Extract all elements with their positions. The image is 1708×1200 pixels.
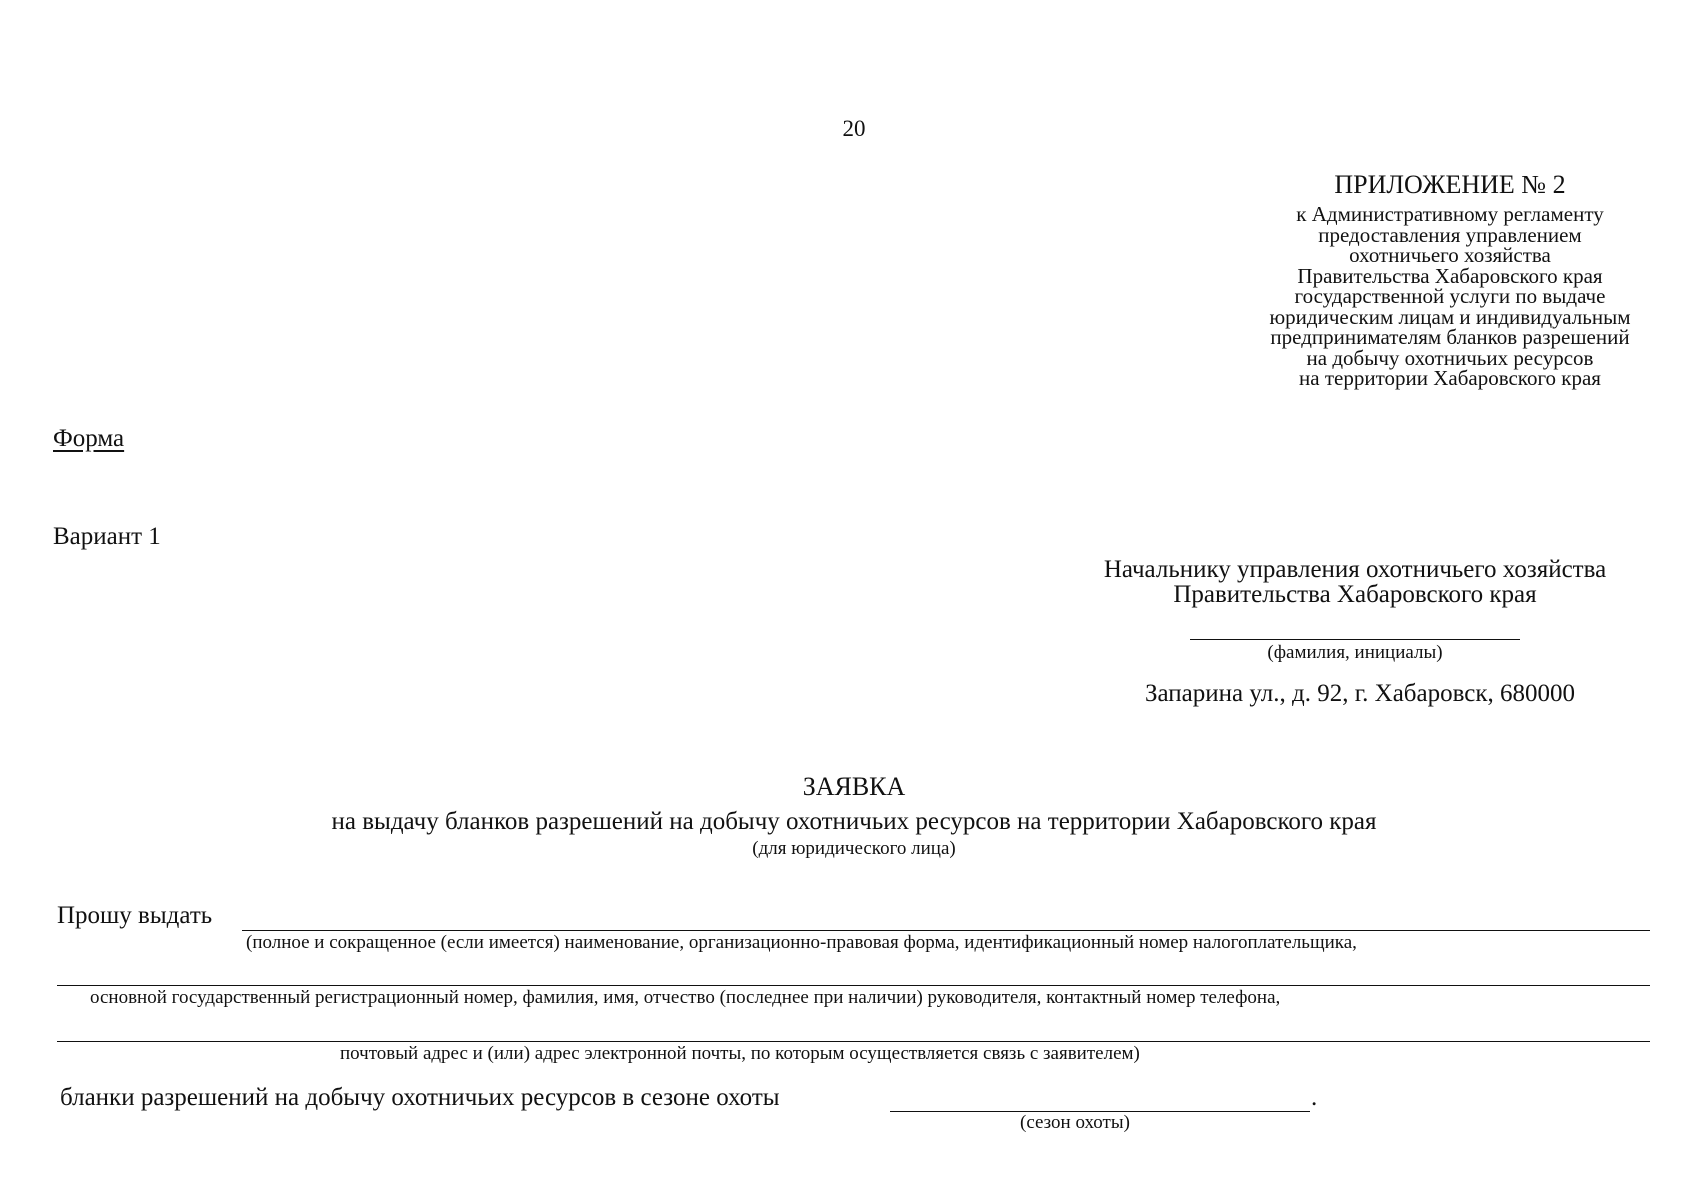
applicant-fill-line-3[interactable] — [57, 1041, 1650, 1042]
appendix-line: на территории Хабаровского края — [1299, 366, 1601, 390]
applicant-fill-line-2[interactable] — [57, 985, 1650, 986]
name-caption: (фамилия, инициалы) — [1267, 642, 1443, 663]
appendix-block — [1200, 170, 1700, 389]
appendix-title: ПРИЛОЖЕНИЕ № 2 — [1334, 170, 1566, 199]
addressee-address: Запарина ул., д. 92, г. Хабаровск, 680000 — [1144, 680, 1576, 707]
applicant-fill-line-1[interactable] — [242, 930, 1650, 931]
applicant-caption-2: основной государственный регистрационный номер, фамилия, имя, отчество (последнее при наличии) руководителя, контактный номер телефона, — [90, 987, 1281, 1008]
appendix-line: предпринимателям бланков разрешений — [1270, 325, 1630, 349]
season-caption: (сезон охоты) — [1020, 1112, 1130, 1133]
appendix-line: на добычу охотничьих ресурсов — [1306, 345, 1594, 370]
applicant-caption-1: (полное и сокращенное (если имеется) наименование, организационно-правовая форма, идентификационный номер налогоплательщика, — [246, 932, 1357, 953]
appendix-line: охотничьего хозяйства — [1349, 243, 1551, 267]
blanks-text: бланки разрешений на добычу охотничьих ресурсов в сезоне охоты — [60, 1084, 780, 1111]
appendix-line: предоставления управлением — [1318, 222, 1582, 247]
form-label: Форма — [53, 425, 125, 452]
blanks-end-punctuation: . — [1311, 1084, 1318, 1111]
applicant-caption-3: почтовый адрес и (или) адрес электронной почты, по которым осуществляется связь с заявителем) — [340, 1043, 1140, 1064]
request-lead: Прошу выдать — [57, 902, 213, 929]
addressee-line-2: Правительства Хабаровского края — [1173, 581, 1537, 608]
application-note: (для юридического лица) — [752, 838, 956, 859]
application-subtitle: на выдачу бланков разрешений на добычу охотничьих ресурсов на территории Хабаровского края — [331, 808, 1377, 835]
application-title: ЗАЯВКА — [802, 772, 906, 801]
variant-label: Вариант 1 — [53, 523, 161, 550]
appendix-line: Правительства Хабаровского края — [1297, 263, 1603, 288]
appendix-line: юридическим лицам и индивидуальным — [1269, 304, 1631, 329]
page-number: 20 — [842, 116, 866, 141]
addressee-line-1: Начальнику управления охотничьего хозяйства — [1103, 556, 1607, 583]
name-fill-line[interactable] — [1190, 639, 1520, 640]
addressee-block — [1060, 557, 1650, 607]
appendix-line: государственной услуги по выдаче — [1294, 284, 1606, 308]
appendix-line: к Административному регламенту — [1296, 202, 1604, 226]
